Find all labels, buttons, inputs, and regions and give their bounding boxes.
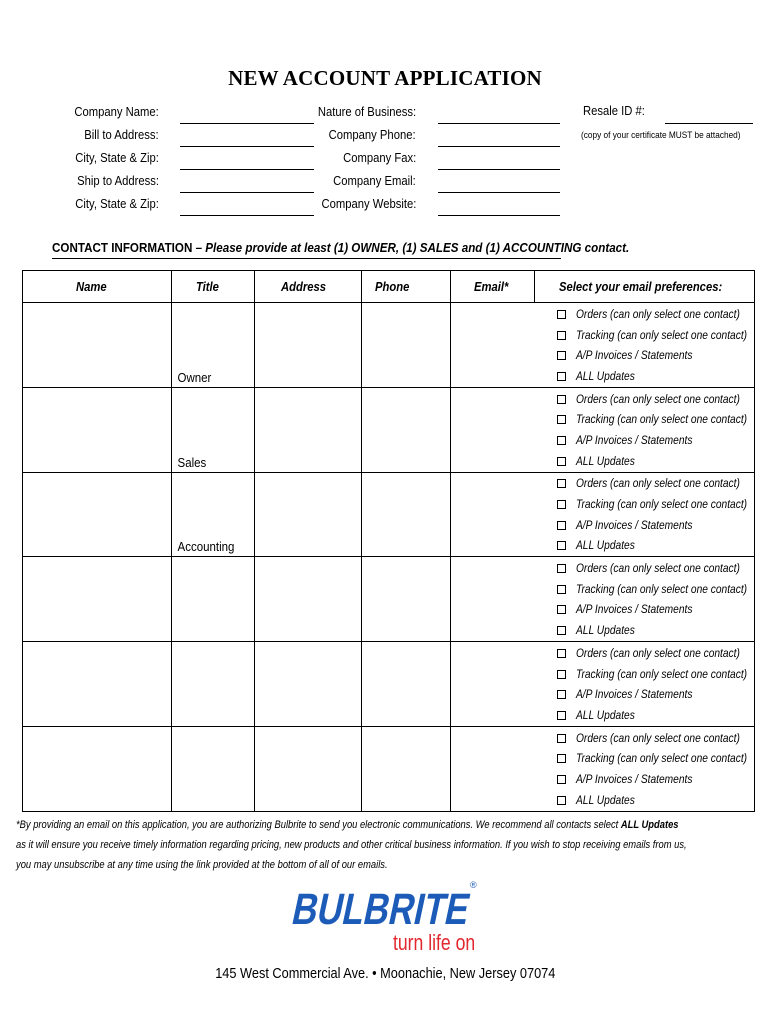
- preference-option-all-updates: [557, 451, 755, 472]
- preference-label: Tracking (can only select one contact): [575, 752, 747, 766]
- preference-label: ALL Updates: [575, 624, 635, 638]
- checkbox[interactable]: [557, 479, 566, 488]
- email-preferences-cell: [535, 472, 755, 557]
- column-header-title: Title: [172, 271, 255, 303]
- contact-phone-cell[interactable]: [362, 472, 451, 557]
- email-preferences-cell: [535, 303, 755, 388]
- email-preferences-cell: [535, 557, 755, 642]
- contact-phone-cell[interactable]: [362, 557, 451, 642]
- preference-label: ALL Updates: [575, 369, 635, 383]
- company-email-label: Company Email:: [333, 174, 416, 188]
- checkbox[interactable]: [557, 711, 566, 720]
- preference-option-ap-invoices: [557, 684, 755, 705]
- preference-label: ALL Updates: [575, 539, 635, 553]
- column-header-email-preferences: Select your email preferences:: [535, 271, 755, 303]
- contact-email-cell[interactable]: [451, 387, 535, 472]
- checkbox[interactable]: [557, 351, 566, 360]
- checkbox[interactable]: [557, 796, 566, 805]
- nature-of-business-field[interactable]: [438, 123, 560, 124]
- preference-option-ap-invoices: [557, 345, 755, 366]
- checkbox[interactable]: [557, 670, 566, 679]
- column-header-address: Address: [255, 271, 362, 303]
- resale-note: (copy of your certificate MUST be attached): [581, 130, 741, 140]
- checkbox[interactable]: [557, 541, 566, 550]
- column-header-email: Email*: [451, 271, 535, 303]
- ship-city-state-zip-input[interactable]: [180, 197, 314, 215]
- checkbox[interactable]: [557, 415, 566, 424]
- resale-id-label: Resale ID #:: [583, 104, 645, 118]
- preference-option-ap-invoices: [557, 515, 755, 536]
- contact-title-cell[interactable]: [172, 472, 255, 557]
- bill-to-address-label: Bill to Address:: [84, 128, 159, 142]
- company-website-field[interactable]: [438, 215, 560, 216]
- preference-label: ALL Updates: [575, 454, 635, 468]
- contact-email-cell[interactable]: [451, 726, 535, 811]
- contact-email-cell[interactable]: [451, 557, 535, 642]
- preference-option-tracking: [557, 325, 755, 346]
- checkbox[interactable]: [557, 626, 566, 635]
- preference-option-tracking: [557, 748, 755, 769]
- company-address: 145 West Commercial Ave. • Moonachie, New Jersey 07074: [214, 966, 556, 982]
- contact-name-cell[interactable]: [23, 472, 172, 557]
- contact-row: [23, 387, 755, 472]
- contact-email-cell[interactable]: [451, 472, 535, 557]
- contact-title-cell[interactable]: [172, 303, 255, 388]
- company-phone-field[interactable]: [438, 146, 560, 147]
- company-phone-label: Company Phone:: [329, 128, 416, 142]
- email-preferences-cell: [535, 387, 755, 472]
- company-email-field[interactable]: [438, 192, 560, 193]
- contact-name-cell[interactable]: [23, 557, 172, 642]
- contact-title-cell[interactable]: [172, 557, 255, 642]
- email-preferences-list: [535, 642, 755, 726]
- contact-phone-cell[interactable]: [362, 642, 451, 727]
- contact-title-cell[interactable]: [172, 642, 255, 727]
- preference-label: Orders (can only select one contact): [575, 731, 740, 745]
- company-website-input[interactable]: [438, 197, 560, 215]
- preference-label: Tracking (can only select one contact): [575, 498, 747, 512]
- preference-option-orders: [557, 643, 755, 664]
- contact-address-cell[interactable]: [255, 472, 362, 557]
- contact-heading-main: CONTACT INFORMATION: [52, 241, 193, 255]
- contact-title-cell[interactable]: [172, 387, 255, 472]
- svg-text:®: ®: [470, 880, 477, 890]
- contact-phone-cell[interactable]: [362, 303, 451, 388]
- contact-name-cell[interactable]: [23, 642, 172, 727]
- preference-option-ap-invoices: [557, 600, 755, 621]
- company-fax-label: Company Fax:: [342, 151, 416, 165]
- nature-of-business-label: Nature of Business:: [317, 105, 416, 119]
- preference-label: A/P Invoices / Statements: [575, 772, 692, 786]
- checkbox[interactable]: [557, 310, 566, 319]
- contact-role-label: Owner: [177, 370, 212, 385]
- contact-name-cell[interactable]: [23, 303, 172, 388]
- bill-city-state-zip-label: City, State & Zip:: [75, 151, 159, 165]
- contact-email-cell[interactable]: [451, 303, 535, 388]
- contact-phone-cell[interactable]: [362, 387, 451, 472]
- preference-option-orders: [557, 728, 755, 749]
- all-updates-emphasis: ALL Updates: [620, 819, 679, 831]
- email-preferences-list: [535, 557, 755, 641]
- contact-role-label: [172, 634, 178, 636]
- preference-option-tracking: [557, 579, 755, 600]
- column-header-name: Name: [23, 271, 172, 303]
- email-preferences-cell: [535, 726, 755, 811]
- checkbox[interactable]: [557, 372, 566, 381]
- contact-address-cell[interactable]: [255, 642, 362, 727]
- contact-row: [23, 642, 755, 727]
- email-preferences-list: [535, 727, 755, 811]
- form-title: NEW ACCOUNT APPLICATION: [228, 66, 542, 90]
- contact-row: [23, 557, 755, 642]
- checkbox[interactable]: [557, 605, 566, 614]
- contact-heading-instructions: Please provide at least (1) OWNER, (1) SALES and (1) ACCOUNTING contact.: [205, 241, 630, 255]
- preference-option-all-updates: [557, 620, 755, 641]
- checkbox[interactable]: [557, 436, 566, 445]
- bill-to-address-field[interactable]: [180, 146, 314, 147]
- ship-city-state-zip-field[interactable]: [180, 215, 314, 216]
- ship-to-address-input[interactable]: [180, 174, 314, 192]
- preference-label: Orders (can only select one contact): [575, 307, 740, 321]
- preference-option-tracking: [557, 409, 755, 430]
- contact-heading-underline: [52, 258, 561, 259]
- preference-label: ALL Updates: [575, 708, 635, 722]
- contact-row: [23, 472, 755, 557]
- contact-table: [22, 270, 755, 812]
- company-website-label: Company Website:: [321, 197, 416, 211]
- contact-heading-separator: –: [192, 241, 206, 255]
- contact-name-cell[interactable]: [23, 726, 172, 811]
- preference-label: A/P Invoices / Statements: [575, 688, 692, 702]
- preference-option-all-updates: [557, 790, 755, 811]
- preference-option-orders: [557, 558, 755, 579]
- preference-label: Orders (can only select one contact): [575, 477, 740, 491]
- contact-name-cell[interactable]: [23, 387, 172, 472]
- company-name-label: Company Name:: [74, 105, 159, 119]
- preference-option-all-updates: [557, 536, 755, 557]
- resale-id-field[interactable]: [665, 123, 753, 124]
- ship-city-state-zip-label: City, State & Zip:: [75, 197, 159, 211]
- checkbox[interactable]: [557, 395, 566, 404]
- resale-id-input[interactable]: [665, 105, 753, 123]
- preference-option-ap-invoices: [557, 769, 755, 790]
- svg-text:BULBRITE: BULBRITE: [288, 885, 488, 934]
- contact-title-cell[interactable]: [172, 726, 255, 811]
- checkbox[interactable]: [557, 500, 566, 509]
- contact-row: [23, 726, 755, 811]
- contact-phone-cell[interactable]: [362, 726, 451, 811]
- contact-email-cell[interactable]: [451, 642, 535, 727]
- checkbox[interactable]: [557, 521, 566, 530]
- preference-label: Tracking (can only select one contact): [575, 328, 747, 342]
- preference-label: Tracking (can only select one contact): [575, 667, 747, 681]
- preference-option-orders: [557, 474, 755, 495]
- contact-table-header: [23, 271, 755, 303]
- checkbox[interactable]: [557, 585, 566, 594]
- contact-address-cell[interactable]: [255, 557, 362, 642]
- checkbox[interactable]: [557, 564, 566, 573]
- preference-option-orders: [557, 304, 755, 325]
- contact-address-cell[interactable]: [255, 303, 362, 388]
- contact-role-label: [172, 719, 178, 721]
- contact-role-label: [172, 804, 178, 806]
- brand-tagline: turn life on: [393, 930, 476, 955]
- preference-label: ALL Updates: [575, 793, 635, 807]
- checkbox[interactable]: [557, 734, 566, 743]
- preference-option-all-updates: [557, 366, 755, 387]
- contact-role-label: Accounting: [177, 540, 235, 555]
- company-phone-input[interactable]: [438, 128, 560, 146]
- company-name-field[interactable]: [180, 123, 314, 124]
- ship-to-address-field[interactable]: [180, 192, 314, 193]
- preference-label: Tracking (can only select one contact): [575, 413, 747, 427]
- preference-label: A/P Invoices / Statements: [575, 349, 692, 363]
- preference-option-tracking: [557, 664, 755, 685]
- preference-label: Orders (can only select one contact): [575, 562, 740, 576]
- preference-label: Orders (can only select one contact): [575, 646, 740, 660]
- contact-information-heading: [52, 241, 629, 255]
- email-preferences-list: [535, 388, 755, 472]
- bill-city-state-zip-field[interactable]: [180, 169, 314, 170]
- preference-option-tracking: [557, 494, 755, 515]
- preference-label: A/P Invoices / Statements: [575, 518, 692, 532]
- bulbrite-logo-mark: [288, 868, 488, 938]
- contact-role-label: Sales: [177, 455, 207, 470]
- bill-city-state-zip-input[interactable]: [180, 151, 314, 169]
- company-email-input[interactable]: [438, 174, 560, 192]
- contact-row: [23, 303, 755, 388]
- email-authorization-footnote: *By providing an email on this application, you are authorizing Bulbrite to send you electronic communications. We recommend all contacts select ALL Updates as it will ensure you receive timely information regarding pricing, new products and other critical business information. If you wish to stop receiving emails from us, you may unsubscribe at any time using the link provided at the bottom of all of our emails.: [16, 819, 687, 871]
- checkbox[interactable]: [557, 649, 566, 658]
- preference-label: A/P Invoices / Statements: [575, 603, 692, 617]
- checkbox[interactable]: [557, 754, 566, 763]
- preference-label: Tracking (can only select one contact): [575, 582, 747, 596]
- checkbox[interactable]: [557, 457, 566, 466]
- company-name-input[interactable]: [180, 105, 314, 123]
- email-preferences-list: [535, 303, 755, 387]
- preference-label: A/P Invoices / Statements: [575, 433, 692, 447]
- preference-label: Orders (can only select one contact): [575, 392, 740, 406]
- preference-option-all-updates: [557, 705, 755, 726]
- checkbox[interactable]: [557, 331, 566, 340]
- nature-of-business-input[interactable]: [438, 105, 560, 123]
- company-fax-field[interactable]: [438, 169, 560, 170]
- company-fax-input[interactable]: [438, 151, 560, 169]
- bill-to-address-input[interactable]: [180, 128, 314, 146]
- checkbox[interactable]: [557, 690, 566, 699]
- email-preferences-cell: [535, 642, 755, 727]
- ship-to-address-label: Ship to Address:: [77, 174, 159, 188]
- preference-option-orders: [557, 389, 755, 410]
- preference-option-ap-invoices: [557, 430, 755, 451]
- contact-address-cell[interactable]: [255, 387, 362, 472]
- column-header-phone: Phone: [362, 271, 451, 303]
- checkbox[interactable]: [557, 775, 566, 784]
- contact-address-cell[interactable]: [255, 726, 362, 811]
- email-preferences-list: [535, 473, 755, 557]
